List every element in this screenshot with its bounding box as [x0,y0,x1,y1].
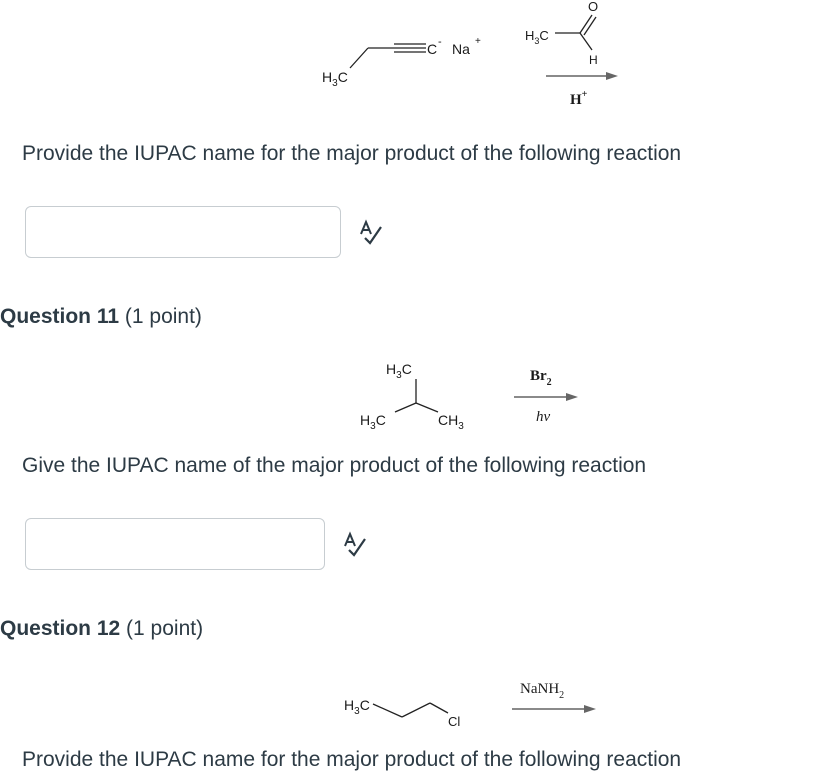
q12-title-number: Question 12 [0,617,121,640]
q10-carbanion-label: C [427,41,438,57]
q10-answer-input[interactable] [25,206,341,258]
q11-left-methyl-label: $H_3C$ [360,412,386,432]
q10-methyl-label: $H_3C$ [322,69,348,89]
q11-bromine-reagent: $Br_2$ [530,368,552,388]
q10-acid-condition: H+ [570,89,588,108]
q11-prompt: Give the IUPAC name of the major product of the following reaction [22,454,647,477]
q10-aldehyde-methyl-label: $H_3C$ [525,28,549,46]
q12-methyl-label: $H_3C$ [344,697,370,717]
q11-right-methyl-label: $CH_3$ [438,412,464,432]
q11-answer-input[interactable] [25,518,325,570]
q11-light-condition: hv [536,409,551,425]
q12-prompt: Provide the IUPAC name for the major product of the following reaction [22,748,682,771]
q10-hydrogen-label: H [589,53,598,67]
q10-minus-charge: - [438,36,442,48]
q11-title-number: Question 11 [0,305,120,328]
q12-title-points: (1 point) [126,617,204,640]
spellcheck-icon[interactable] [358,219,384,245]
q12-base-reagent: NaNH$_2$ [520,681,565,701]
q10-plus-charge: + [475,36,481,47]
q12-title [0,617,203,641]
q10-reaction-scheme [300,0,640,115]
spellcheck-icon[interactable] [342,531,368,557]
q10-prompt: Provide the IUPAC name for the major product of the following reaction [22,142,682,165]
q11-reaction-scheme [340,355,600,440]
q12-chlorine-label: Cl [448,714,461,729]
q11-top-methyl-label: $H_3C$ [386,361,412,381]
q11-title-points: (1 point) [124,305,202,328]
q12-reaction-scheme [330,670,610,735]
q10-counterion-label: Na [452,41,470,57]
q10-oxygen-label: O [588,0,599,14]
q11-title [0,305,202,329]
